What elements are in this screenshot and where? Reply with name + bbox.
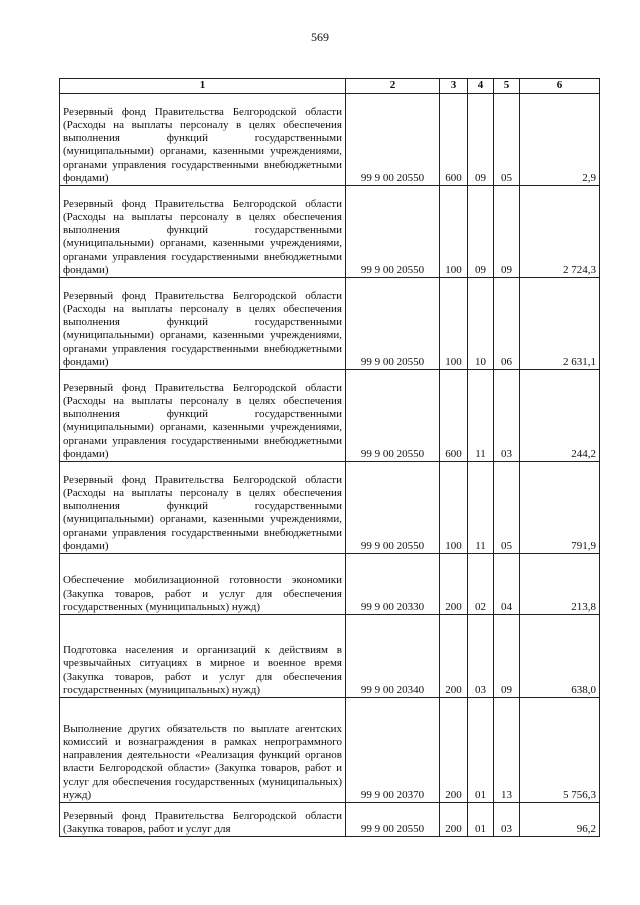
row-description-text: Выполнение других обязательств по выплате агентских комиссий и вознаграждения в рамках непрограммного направления деятельности «Реализация функций органов власти Белгородской области» (Закупка товаров, работ и услуг для обеспечения государственных (муниципальных) нужд) <box>63 722 342 801</box>
row-description-text: Резервный фонд Правительства Белгородской области (Расходы на выплаты персоналу в целях обеспечения выполнения функций государственными (муниципальными) органами, казенными учреждениями, органами управления государственными внебюджетными фондами) <box>63 473 342 552</box>
row-column-3: 600 <box>440 94 468 186</box>
row-column-4: 10 <box>468 278 494 370</box>
row-description-text: Резервный фонд Правительства Белгородской области (Расходы на выплаты персоналу в целях обеспечения выполнения функций государственными (муниципальными) органами, казенными учреждениями, органами управления государственными внебюджетными фондами) <box>63 105 342 184</box>
row-code: 99 9 00 20550 <box>346 462 440 554</box>
row-column-3: 200 <box>440 803 468 837</box>
row-code: 99 9 00 20550 <box>346 94 440 186</box>
header-cell: 3 <box>440 79 468 94</box>
row-column-4: 11 <box>468 370 494 462</box>
row-description <box>60 554 346 615</box>
row-column-4: 01 <box>468 698 494 803</box>
row-amount: 5 756,3 <box>520 698 600 803</box>
row-description-text: Резервный фонд Правительства Белгородской области (Расходы на выплаты персоналу в целях обеспечения выполнения функций государственными (муниципальными) органами, казенными учреждениями, органами управления государственными внебюджетными фондами) <box>63 381 342 460</box>
table-row <box>60 370 600 462</box>
row-description <box>60 615 346 698</box>
header-cell: 6 <box>520 79 600 94</box>
table-row <box>60 186 600 278</box>
table-row <box>60 462 600 554</box>
row-column-5: 03 <box>494 370 520 462</box>
row-description <box>60 370 346 462</box>
row-column-4: 03 <box>468 615 494 698</box>
row-column-4: 11 <box>468 462 494 554</box>
row-amount: 2,9 <box>520 94 600 186</box>
row-code: 99 9 00 20370 <box>346 698 440 803</box>
row-code: 99 9 00 20340 <box>346 615 440 698</box>
table-row <box>60 803 600 837</box>
row-column-5: 03 <box>494 803 520 837</box>
table-header-row <box>60 79 600 94</box>
row-description <box>60 462 346 554</box>
table-row <box>60 698 600 803</box>
row-column-3: 600 <box>440 370 468 462</box>
row-description <box>60 186 346 278</box>
row-amount: 244,2 <box>520 370 600 462</box>
row-column-3: 100 <box>440 186 468 278</box>
header-cell: 5 <box>494 79 520 94</box>
row-code: 99 9 00 20330 <box>346 554 440 615</box>
table-row <box>60 554 600 615</box>
row-code: 99 9 00 20550 <box>346 186 440 278</box>
row-column-4: 09 <box>468 186 494 278</box>
row-column-5: 06 <box>494 278 520 370</box>
row-code: 99 9 00 20550 <box>346 370 440 462</box>
header-cell: 1 <box>60 79 346 94</box>
row-description-text: Резервный фонд Правительства Белгородской области (Расходы на выплаты персоналу в целях обеспечения выполнения функций государственными (муниципальными) органами, казенными учреждениями, органами управления государственными внебюджетными фондами) <box>63 197 342 276</box>
page-number: 569 <box>311 30 329 44</box>
row-column-4: 01 <box>468 803 494 837</box>
row-description <box>60 803 346 837</box>
row-description <box>60 698 346 803</box>
row-code: 99 9 00 20550 <box>346 278 440 370</box>
row-column-5: 09 <box>494 615 520 698</box>
row-amount: 2 631,1 <box>520 278 600 370</box>
row-column-3: 100 <box>440 278 468 370</box>
row-amount: 638,0 <box>520 615 600 698</box>
row-column-3: 200 <box>440 615 468 698</box>
row-amount: 213,8 <box>520 554 600 615</box>
row-column-5: 09 <box>494 186 520 278</box>
table-row <box>60 94 600 186</box>
row-code: 99 9 00 20550 <box>346 803 440 837</box>
row-column-5: 04 <box>494 554 520 615</box>
row-column-3: 200 <box>440 554 468 615</box>
row-description-text: Резервный фонд Правительства Белгородской области (Закупка товаров, работ и услуг для <box>63 809 342 835</box>
header-cell: 2 <box>346 79 440 94</box>
row-description <box>60 278 346 370</box>
row-description-text: Резервный фонд Правительства Белгородской области (Расходы на выплаты персоналу в целях обеспечения выполнения функций государственными (муниципальными) органами, казенными учреждениями, органами управления государственными внебюджетными фондами) <box>63 289 342 368</box>
row-description-text: Обеспечение мобилизационной готовности экономики (Закупка товаров, работ и услуг для обеспечения государственных (муниципальных) нужд) <box>63 574 342 613</box>
row-column-3: 200 <box>440 698 468 803</box>
row-column-5: 05 <box>494 94 520 186</box>
header-cell: 4 <box>468 79 494 94</box>
row-column-3: 100 <box>440 462 468 554</box>
row-column-5: 13 <box>494 698 520 803</box>
table-row <box>60 278 600 370</box>
row-description-text: Подготовка населения и организаций к действиям в чрезвычайных ситуациях в мирное и военное время (Закупка товаров, работ и услуг для обеспечения государственных (муниципальных) нужд) <box>63 644 342 696</box>
budget-table <box>59 78 600 837</box>
row-amount: 791,9 <box>520 462 600 554</box>
row-column-4: 02 <box>468 554 494 615</box>
row-column-4: 09 <box>468 94 494 186</box>
row-column-5: 05 <box>494 462 520 554</box>
row-description <box>60 94 346 186</box>
row-amount: 96,2 <box>520 803 600 837</box>
table-row <box>60 615 600 698</box>
row-amount: 2 724,3 <box>520 186 600 278</box>
